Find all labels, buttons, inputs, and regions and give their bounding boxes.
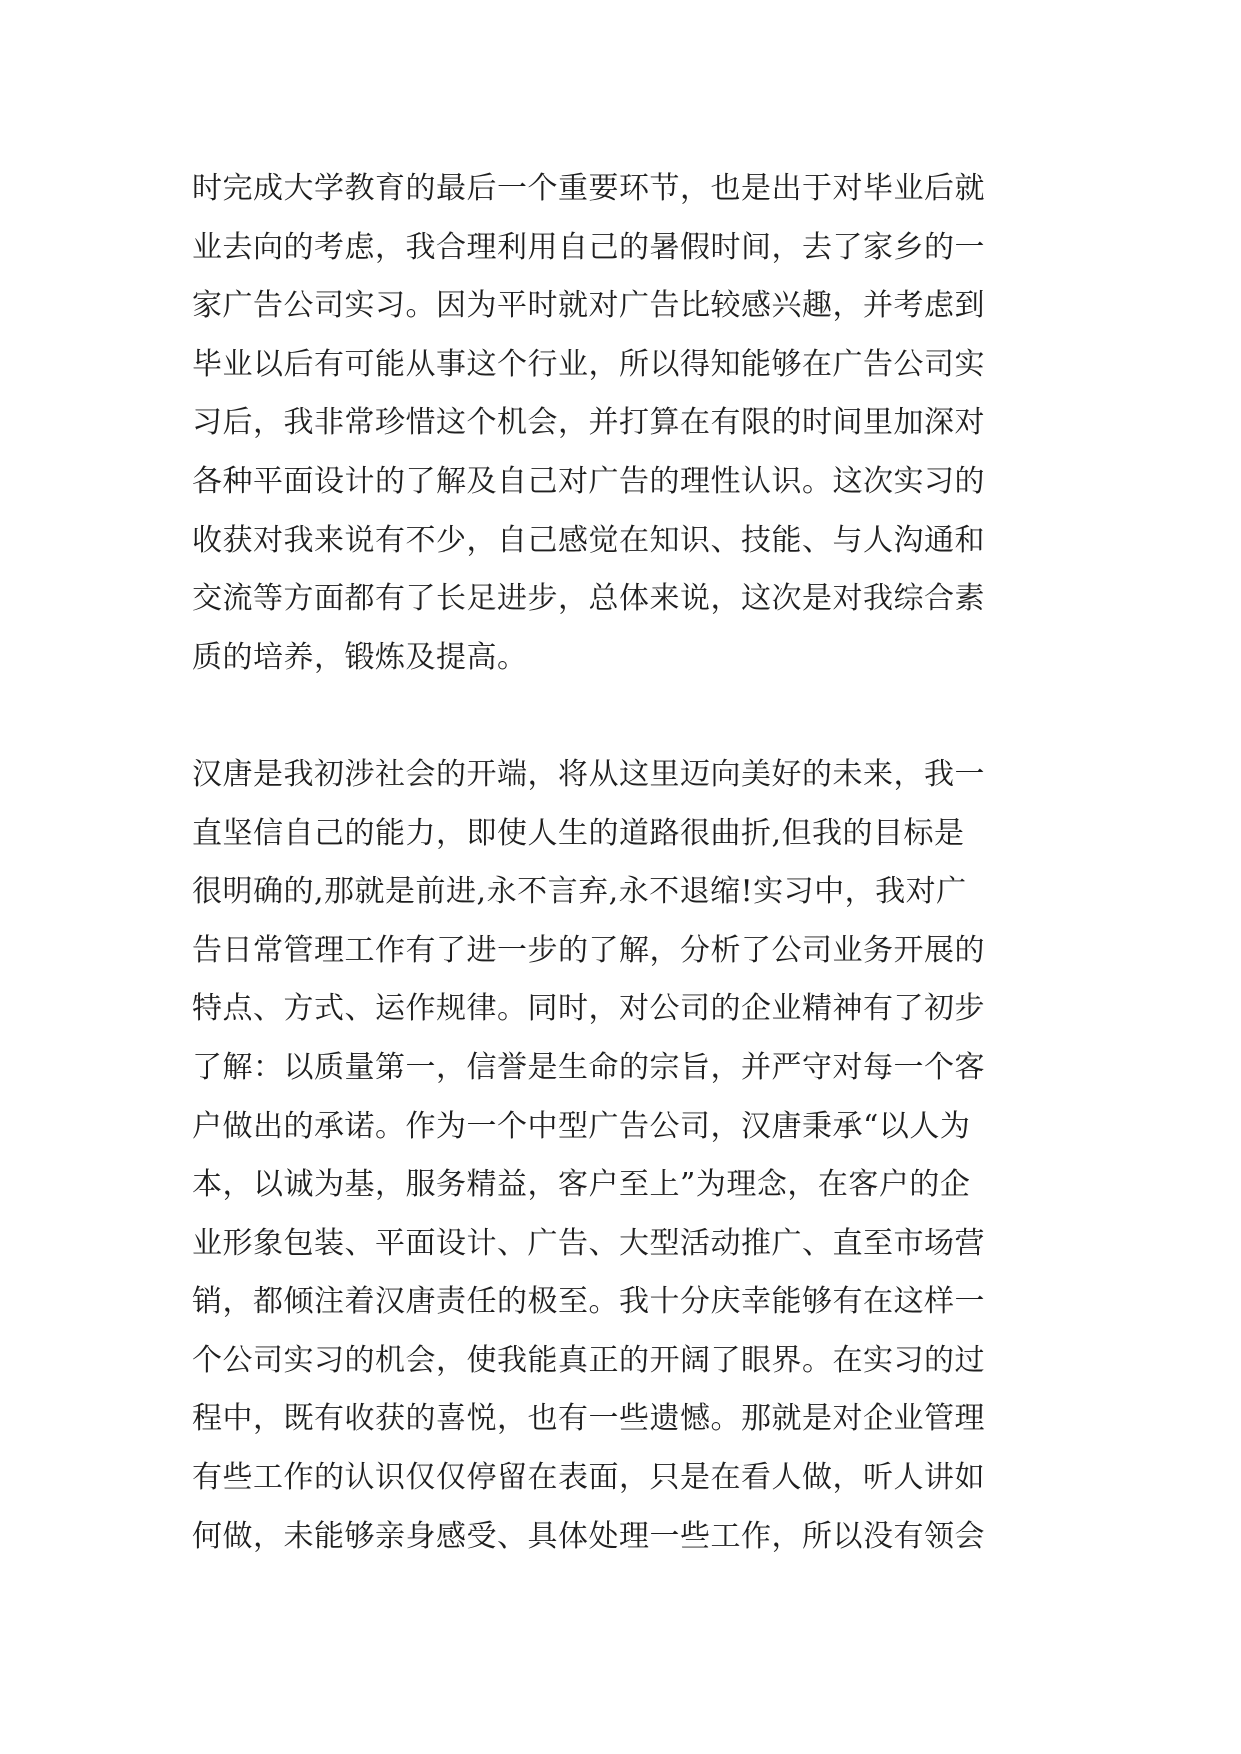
text-line: 何做，未能够亲身感受、具体处理一些工作，所以没有领会 xyxy=(192,1518,985,1554)
text-line: 家广告公司实习。因为平时就对广告比较感兴趣，并考虑到 xyxy=(192,288,985,324)
text-line: 汉唐是我初涉社会的开端，将从这里迈向美好的未来，我一 xyxy=(192,756,985,792)
paragraph-spacer xyxy=(192,687,1052,746)
document-body xyxy=(192,160,1052,1566)
text-line: 各种平面设计的了解及自己对广告的理性认识。这次实习的 xyxy=(192,463,985,499)
text-line: 交流等方面都有了长足进步，总体来说，这次是对我综合素 xyxy=(192,581,985,617)
text-line: 质的培养，锻炼及提高。 xyxy=(192,639,528,675)
text-line: 个公司实习的机会，使我能真正的开阔了眼界。在实习的过 xyxy=(192,1342,985,1378)
text-line: 告日常管理工作有了进一步的了解，分析了公司业务开展的 xyxy=(192,932,985,968)
text-line: 业形象包装、平面设计、广告、大型活动推广、直至市场营 xyxy=(192,1225,985,1261)
text-line: 很明确的,那就是前进,永不言弃,永不退缩!实习中，我对广 xyxy=(192,874,967,910)
text-line: 习后，我非常珍惜这个机会，并打算在有限的时间里加深对 xyxy=(192,405,985,441)
text-line: 户做出的承诺。作为一个中型广告公司，汉唐秉承“以人为 xyxy=(192,1108,971,1144)
paragraph-2 xyxy=(192,746,1052,1566)
text-line: 有些工作的认识仅仅停留在表面，只是在看人做，听人讲如 xyxy=(192,1460,985,1496)
text-line: 本，以诚为基，服务精益，客户至上”为理念，在客户的企 xyxy=(192,1167,971,1203)
text-line: 程中，既有收获的喜悦，也有一些遗憾。那就是对企业管理 xyxy=(192,1401,985,1437)
text-line: 毕业以后有可能从事这个行业，所以得知能够在广告公司实 xyxy=(192,346,985,382)
text-line: 销，都倾注着汉唐责任的极至。我十分庆幸能够有在这样一 xyxy=(192,1284,985,1320)
text-line: 业去向的考虑，我合理利用自己的暑假时间，去了家乡的一 xyxy=(192,229,985,265)
paragraph-1 xyxy=(192,160,1052,687)
text-line: 了解：以质量第一，信誉是生命的宗旨，并严守对每一个客 xyxy=(192,1049,985,1085)
text-line: 时完成大学教育的最后一个重要环节，也是出于对毕业后就 xyxy=(192,171,985,206)
text-line: 特点、方式、运作规律。同时，对公司的企业精神有了初步 xyxy=(192,991,985,1027)
text-line: 直坚信自己的能力，即使人生的道路很曲折,但我的目标是 xyxy=(192,815,965,851)
text-line: 收获对我来说有不少，自己感觉在知识、技能、与人沟通和 xyxy=(192,522,985,558)
